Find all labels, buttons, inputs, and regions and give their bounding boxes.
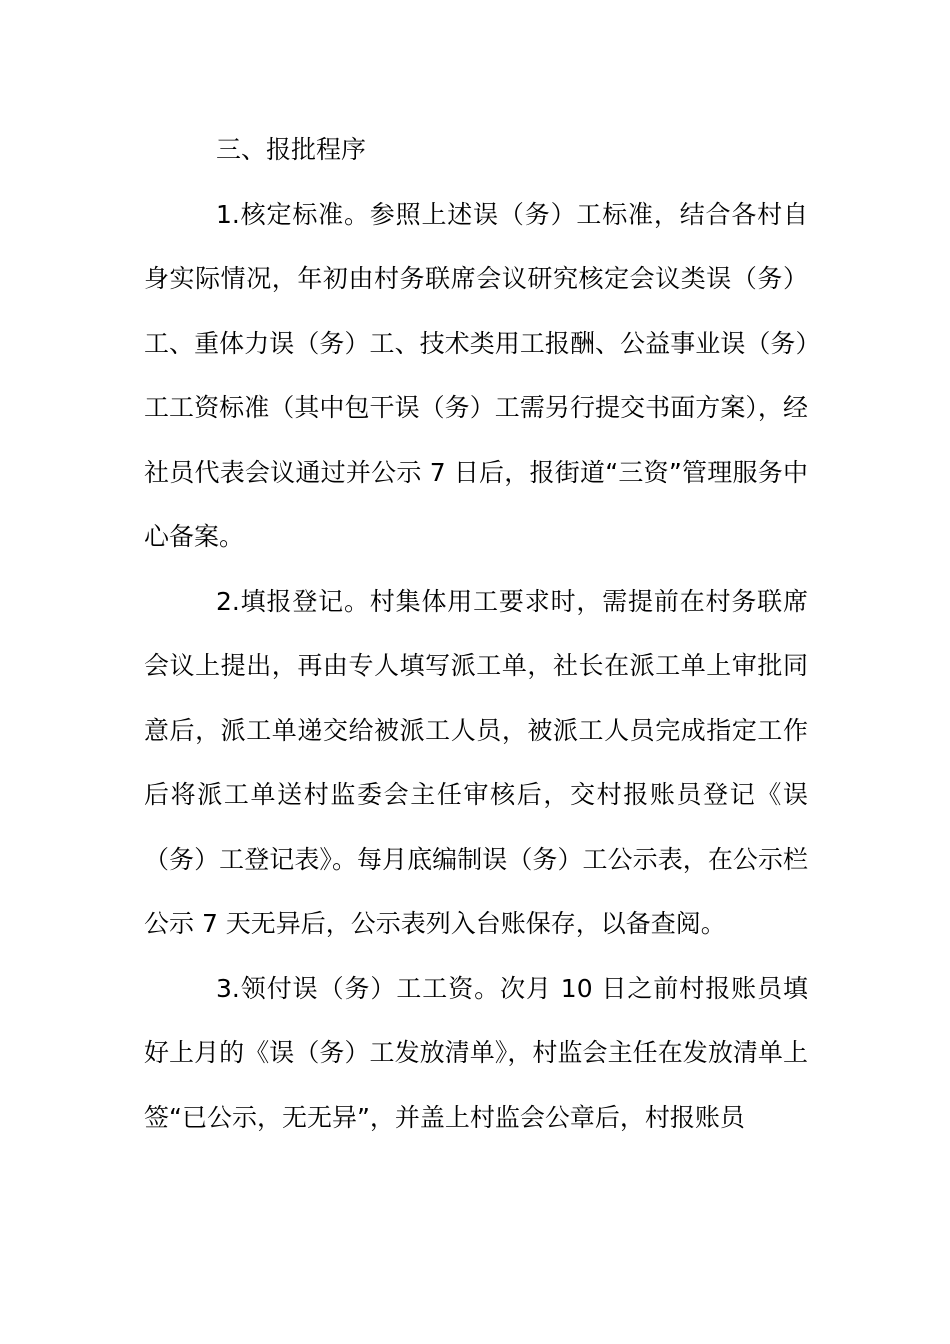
paragraph-registration: 2.填报登记。村集体用工要求时，需提前在村务联席会议上提出，再由专人填写派工单，社长在派工单上审批同意后，派工单递交给被派工人员，被派工人员完成指定工作后将派工单送村监委会主任审核后，交村报账员登记《误（务）工登记表》。每月底编制误（务）工公示表，在公示栏公示 7 天无异后，公示表列入台账保存，以备查阅。 [144,586,808,938]
paragraph-standard-setting: 1.核定标准。参照上述误（务）工标准，结合各村自身实际情况，年初由村务联席会议研究核定会议类误（务）工、重体力误（务）工、技术类用工报酬、公益事业误（务）工工资标准（其中包干误（务）工需另行提交书面方案），经社员代表会议通过并公示 7 日后，报街道“三资”管理服务中心备案。 [144,199,808,551]
section-heading: 三、报批程序 [216,135,367,164]
paragraph-wage-payment: 3.领付误（务）工工资。次月 10 日之前村报账员填好上月的《误（务）工发放清单》，村监会主任在发放清单上签“已公示，无无异”，并盖上村监会公章后，村报账员 [144,973,808,1132]
document-body [144,118,808,1150]
